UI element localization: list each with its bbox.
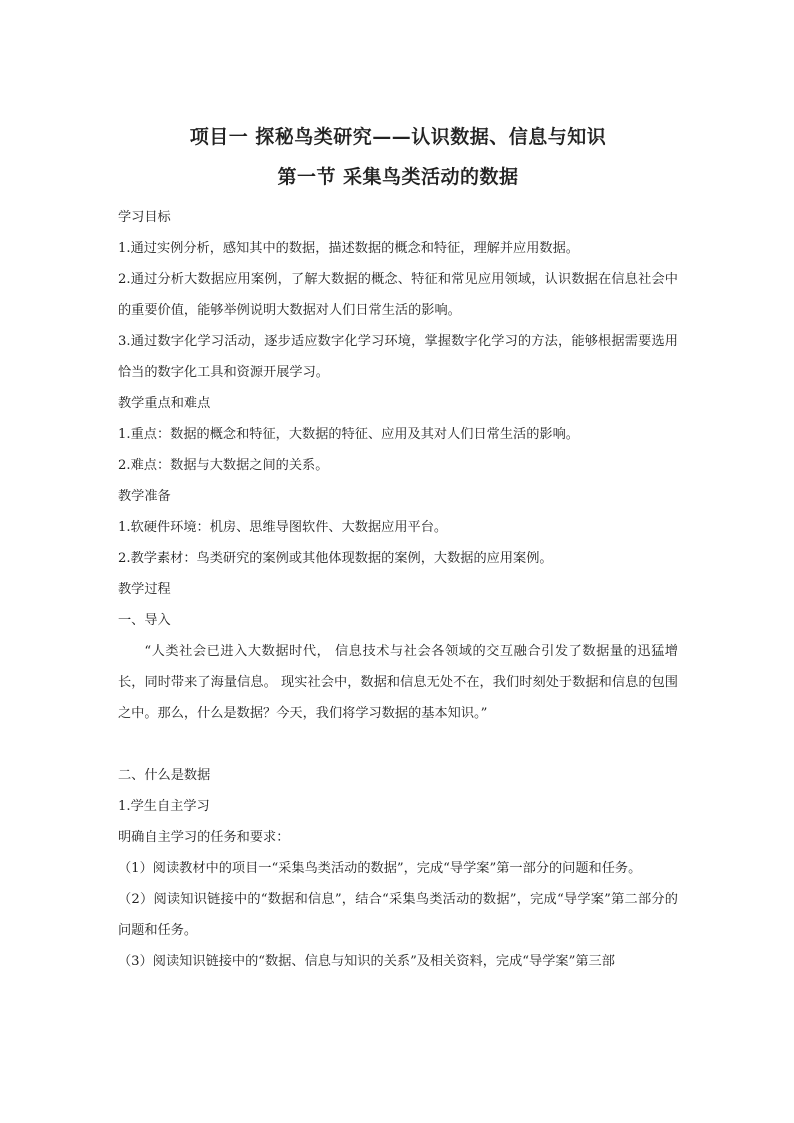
goal-item: 3.通过数字化学习活动，逐步适应数字化学习环境，掌握数字化学习的方法，能够根据需要选用恰当的数字化工具和资源开展学习。: [118, 334, 678, 380]
focus-heading: 教学重点和难点: [118, 396, 211, 411]
spacer: [118, 729, 678, 760]
task-item: （1）阅读教材中的项目一“采集鸟类活动的数据”，完成“导学案”第一部分的问题和任务。: [118, 861, 642, 876]
section2-heading: 二、什么是数据: [118, 768, 211, 783]
goal-item: 1.通过实例分析，感知其中的数据，描述数据的概念和特征，理解并应用数据。: [118, 241, 579, 256]
self-study-heading: 1.学生自主学习: [118, 799, 210, 814]
prep-item: 2.教学素材：鸟类研究的案例或其他体现数据的案例，大数据的应用案例。: [118, 551, 553, 566]
document-title: 项目一 探秘鸟类研究——认识数据、信息与知识: [189, 126, 607, 148]
task-item: （2）阅读知识链接中的“数据和信息”，结合“采集鸟类活动的数据”，完成“导学案”第二部分的问题和任务。: [118, 892, 678, 938]
goals-heading: 学习目标: [118, 210, 171, 225]
prep-heading: 教学准备: [118, 489, 171, 504]
task-item: （3）阅读知识链接中的“数据、信息与知识的关系”及相关资料，完成“导学案”第三部: [118, 954, 615, 969]
tasks-intro: 明确自主学习的任务和要求：: [118, 830, 290, 845]
intro-paragraph: “人类社会已进入大数据时代， 信息技术与社会各领域的交互融合引发了数据量的迅猛增长，同时带来了海量信息。 现实社会中，数据和信息无处不在，我们时刻处于数据和信息的包围之中。那么，什么是数据？今天，我们将学习数据的基本知识。”: [118, 644, 678, 721]
intro-heading: 一、导入: [118, 613, 171, 628]
prep-item: 1.软硬件环境：机房、思维导图软件、大数据应用平台。: [118, 520, 448, 535]
document-page: [118, 116, 678, 977]
section-title: 第一节 采集鸟类活动的数据: [277, 166, 519, 188]
goal-item: 2.通过分析大数据应用案例，了解大数据的概念、特征和常见应用领域，认识数据在信息社会中的重要价值，能够举例说明大数据对人们日常生活的影响。: [118, 272, 678, 318]
focus-item: 1.重点：数据的概念和特征，大数据的特征、应用及其对人们日常生活的影响。: [118, 427, 579, 442]
focus-item: 2.难点：数据与大数据之间的关系。: [118, 458, 329, 473]
process-heading: 教学过程: [118, 582, 171, 597]
